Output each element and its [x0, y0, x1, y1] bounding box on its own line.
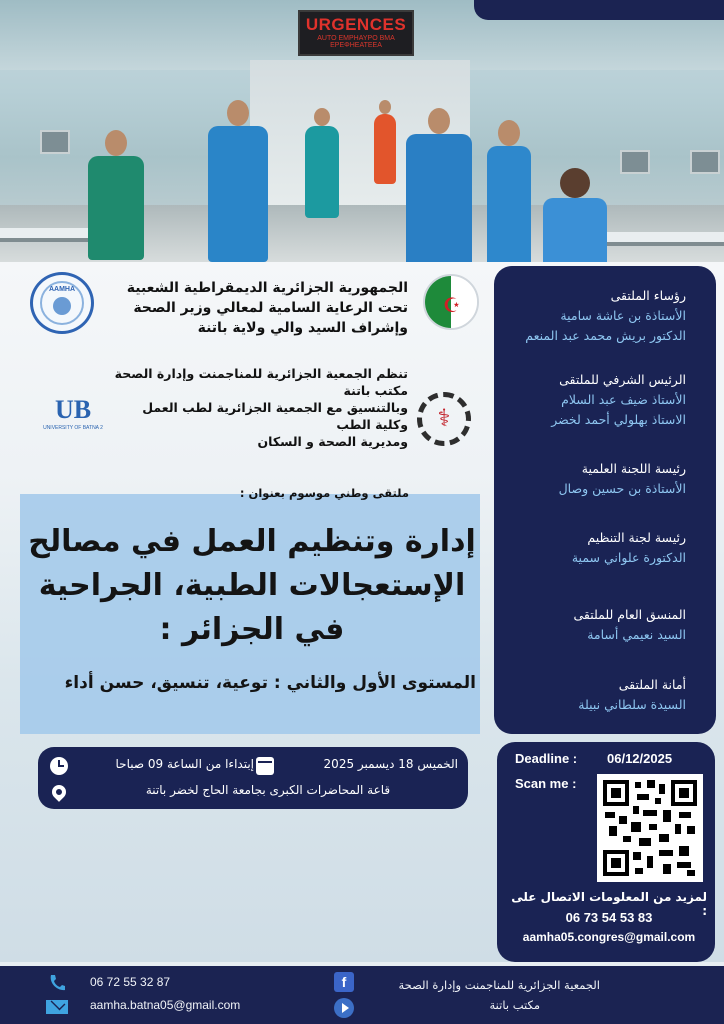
hero-photo [0, 0, 724, 262]
panel-section-honorary [496, 370, 686, 430]
panel-name: الدكتورة علواني سمية [571, 550, 686, 565]
official-header [48, 278, 408, 338]
staff-orange [370, 100, 400, 184]
qr-code-pattern [603, 780, 697, 876]
panel-title: الرئيس الشرفي للملتقى [559, 372, 686, 387]
university-logo-sub: UNIVERSITY OF BATNA 2 [43, 425, 103, 431]
monitor-right-2 [690, 150, 720, 174]
deadline-date: 06/12/2025 [607, 751, 673, 766]
event-time: إبتداءا من الساعة 09 صباحا [115, 757, 254, 771]
nurse-blue-left [198, 100, 278, 262]
footer-org-line-1: الجمعية الجزائرية للمناجمنت وإدارة الصحة [398, 978, 600, 992]
panel-section-organizing [496, 528, 686, 568]
footer-phone[interactable]: 06 72 55 32 87 [90, 975, 171, 989]
more-info-label: لمزيد من المعلومات الاتصال على : [511, 890, 707, 918]
nurse-green [86, 130, 146, 260]
deadline-panel [497, 742, 715, 962]
scan-label: Scan me : [515, 776, 577, 791]
facebook-icon[interactable]: f [334, 972, 354, 992]
conference-subtitle: المستوى الأول والثاني : توعية، تنسيق، حسن أداء [64, 673, 476, 693]
qr-code[interactable] [597, 774, 703, 882]
panel-title: المنسق العام للملتقى [573, 607, 686, 622]
panel-name: الأستاذة بن عاشة سامية [560, 308, 686, 323]
header-line-3: وإشراف السيد والي ولاية باتنة [197, 320, 408, 336]
clock-icon [50, 757, 68, 775]
organizers-line-3: وبالتنسيق مع الجمعية الجزائرية لطب العمل [142, 400, 408, 415]
urgences-sign-subtext: AUTO ΕΜΡΗΑΥΡΟ ΒΜΑ ΕΡΕΦΗΕΑΤΕΕΑ [317, 35, 395, 49]
panel-name: الاستاذ بهلولي أحمد لخضر [551, 412, 686, 427]
nurse-teal [302, 108, 342, 218]
panel-title: رؤساء الملتقى [610, 288, 686, 303]
monitor-left [40, 130, 70, 154]
event-place: قاعة المحاضرات الكبرى بجامعة الحاج لخضر باتنة [145, 783, 391, 797]
panel-name: الأستاذ ضيف عبد السلام [561, 392, 686, 407]
aamha-logo-text: AAMHA [48, 286, 76, 293]
panel-name: الأستاذة بن حسين وصال [558, 481, 686, 496]
organizers-line-5: ومديرية الصحة و السكان [257, 434, 408, 449]
panel-section-coordinator [496, 605, 686, 645]
monitor-right [620, 150, 650, 174]
organizers-line-2: مكتب باتنة [343, 383, 408, 398]
panel-title: رئيسة لجنة التنظيم [587, 530, 686, 545]
header-line-2: تحت الرعاية السامية لمعالي وزير الصحة [133, 300, 408, 316]
nurse-blue-right [484, 120, 534, 262]
organizers-line-4: وكلية الطب [336, 417, 408, 432]
algeria-flag-icon: ☪ [423, 274, 479, 330]
intro-text: ملتقى وطني موسوم بعنوان : [239, 486, 409, 500]
deadline-label: Deadline : [515, 751, 578, 766]
nurse-front [540, 168, 610, 262]
title-line-2: الإستعجالات الطبية، الجراحية [38, 568, 466, 603]
footer-org-line-2: مكتب باتنة [489, 998, 540, 1012]
university-logo-text: UB [54, 395, 92, 424]
urgences-sign [298, 10, 414, 56]
title-line-3: في الجزائر : [159, 612, 345, 647]
urgences-sign-text: URGENCES [305, 15, 407, 34]
title-line-1: إدارة وتنظيم العمل في مصالح [28, 524, 476, 559]
event-details [38, 747, 468, 809]
occupational-medicine-logo: ⚕ [417, 392, 471, 446]
location-pin-icon [49, 782, 69, 802]
panel-section-presidents [496, 286, 686, 346]
event-date: الخميس 18 ديسمبر 2025 [323, 757, 458, 771]
panel-name: الدكتور بريش محمد عبد المنعم [525, 328, 686, 343]
header-line-1: الجمهورية الجزائرية الديمقراطية الشعبية [126, 280, 408, 296]
footer-email[interactable]: aamha.batna05@gmail.com [90, 998, 241, 1012]
contact-phone[interactable]: 06 73 54 53 83 [565, 910, 653, 925]
youtube-icon[interactable] [334, 998, 354, 1018]
nurse-blue-center [400, 108, 478, 262]
phone-icon [48, 974, 66, 992]
panel-section-scientific [496, 459, 686, 499]
organizers-line-1: تنظم الجمعية الجزائرية للمناجمنت وإدارة الصحة [114, 366, 408, 381]
contact-email[interactable]: aamha05.congres@gmail.com [522, 930, 696, 944]
panel-section-secretariat [496, 675, 686, 715]
conference-title [26, 520, 478, 652]
panel-name: السيد نعيمي أسامة [587, 627, 686, 642]
top-corner-bar [474, 0, 724, 20]
footer [0, 966, 724, 1024]
organizers-block [48, 365, 408, 450]
mail-icon [46, 1000, 68, 1014]
panel-name: السيدة سلطاني نبيلة [578, 697, 686, 712]
panel-title: أمانة الملتقى [618, 677, 686, 692]
calendar-icon [256, 757, 274, 775]
panel-title: رئيسة اللجنة العلمية [581, 461, 686, 476]
